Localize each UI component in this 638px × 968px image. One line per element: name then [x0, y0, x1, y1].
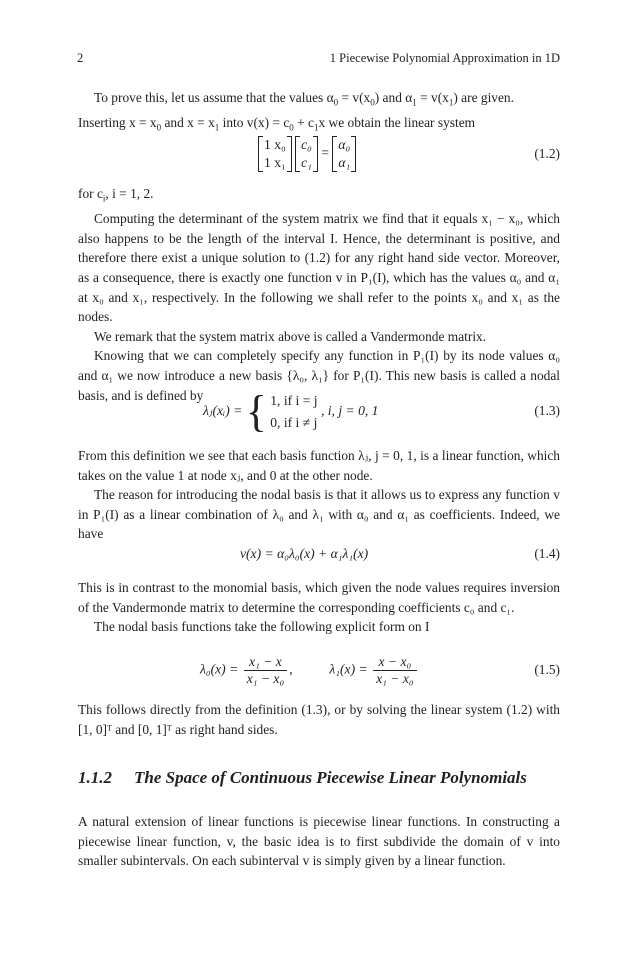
equation-label-1-2: (1.2) [534, 146, 560, 161]
vector-c-2: c₁ [301, 155, 312, 170]
eq5-lambda0: λ₀(x) = [200, 661, 239, 677]
paragraph-body-2 [78, 446, 560, 544]
paragraph-vandermonde: We remark that the system matrix above is called a Vandermonde matrix. [94, 328, 487, 344]
intro-line-2: Inserting $x = x_0$ and $x = x_1$ into $v(x) = c_0 + c_1x$ we obtain the linear system [78, 115, 476, 133]
vector-alpha-2: α₁ [338, 155, 351, 170]
page-number: 2 [77, 51, 84, 65]
eq3-case-2: 0, if i ≠ j [270, 415, 318, 430]
equation-1-5: λ₀(x) = $\frac{\text{x₁ − x}}{\text{x₁ − x₀}}$ , λ₁(x) = $\frac{\text{x − x₀}}{\text{x₁ − x₀}}$ [200, 654, 419, 687]
eq5-lambda0-denominator: x₁ − x₀ [246, 671, 285, 686]
section-heading [78, 768, 527, 788]
equation-label-1-3: (1.3) [534, 403, 560, 418]
equation-1-3: λⱼ(xᵢ) = { 1, if i = j 0, if i ≠ j , i, j = 0, 1 [203, 387, 379, 436]
paragraph-body-3 [78, 578, 560, 637]
paragraph-body-4 [78, 700, 560, 739]
paragraph-determinant: Computing the determinant of the system matrix we find that it equals x₁ − x₀, which also happens to be the length of the interval I. Hence, the determinant is positive, and therefore there exist a unique solution to (1.2) for any right hand side vector. Moreover, as a consequence, there is exactly one function v in P₁(I), which has the values α₀ and α₁ at x₀ and x₁, respectively. In the following we shall refer to the points x₀ and x₁ as the nodes. [78, 211, 560, 325]
eq3-lhs: λⱼ(xᵢ) = [203, 403, 243, 419]
eq5-lambda1-numerator: x − x₀ [373, 654, 417, 671]
paragraph-nodal-basis-intro: Knowing that we can completely specify any function in P₁(I) by its node values α₀ and α₁ we now introduce a new basis {λ₀, λ₁} for P₁(I). This new basis is called a nodal basis, and is defined by [78, 348, 560, 403]
eq5-lambda1: λ₁(x) = [329, 661, 368, 677]
equation-1-2: 1 x₀ 1 x₁ c₀ c₁ = α₀ α₁ [258, 136, 356, 172]
vector-alpha-1: α₀ [338, 137, 351, 152]
intro-line-1: To prove this, let us assume that the values $\alpha_0 = v(x_0)$ and $\alpha_1 = v(x_1)$ are given. [94, 90, 514, 108]
matrix-row-2: 1 x₁ [264, 155, 286, 170]
section-number: 1.1.2 [78, 768, 112, 787]
running-title: 1 Piecewise Polynomial Approximation in 1D [329, 51, 560, 65]
paragraph-definition-consequence: From this definition we see that each basis function λⱼ, j = 0, 1, is a linear function, which takes on the value 1 at node xⱼ, and 0 at the other node. [78, 448, 560, 483]
for-ci-line: for $c_i$, i = 1, 2. [78, 186, 154, 204]
paragraph-monomial-contrast: This is in contrast to the monomial basis, which given the node values requires inversion of the Vandermonde matrix to determine the corresponding coefficients c₀ and c₁. [78, 580, 560, 615]
paragraph-intro [78, 88, 560, 139]
eq5-lambda1-denominator: x₁ − x₀ [376, 671, 414, 686]
eq3-case-1: 1, if i = j [270, 393, 318, 408]
matrix-row-1: 1 x₀ [264, 137, 286, 152]
equation-1-4: v(x) = α₀λ₀(x) + α₁λ₁(x) [240, 546, 369, 561]
paragraph-follows-directly: This follows directly from the definition (1.3), or by solving the linear system (1.2) with [1, 0]ᵀ and [0, 1]ᵀ as right hand sides. [78, 702, 560, 737]
section-title: The Space of Continuous Piecewise Linear Polynomials [134, 768, 527, 787]
paragraph-body-1 [78, 184, 560, 405]
eq3-tail: , i, j = 0, 1 [320, 403, 379, 419]
paragraph-body-5 [78, 812, 560, 871]
eq5-lambda0-numerator: x₁ − x [244, 654, 288, 671]
equation-label-1-5: (1.5) [534, 662, 560, 677]
paragraph-piecewise-extension: A natural extension of linear functions is piecewise linear functions. In constructing a piecewise linear function, v, the basic idea is to first subdivide the domain of v into smaller subintervals. On each subinterval v is simply given by a linear function. [78, 814, 560, 869]
equation-label-1-4: (1.4) [534, 546, 560, 561]
vector-c-1: c₀ [301, 137, 312, 152]
paragraph-linear-combination: The reason for introducing the nodal basis is that it allows us to express any function v in P₁(I) as a linear combination of λ₀ and λ₁ with α₀ and α₁ as coefficients. Indeed, we have [78, 487, 560, 542]
paragraph-explicit-form: The nodal basis functions take the following explicit form on I [94, 619, 430, 635]
